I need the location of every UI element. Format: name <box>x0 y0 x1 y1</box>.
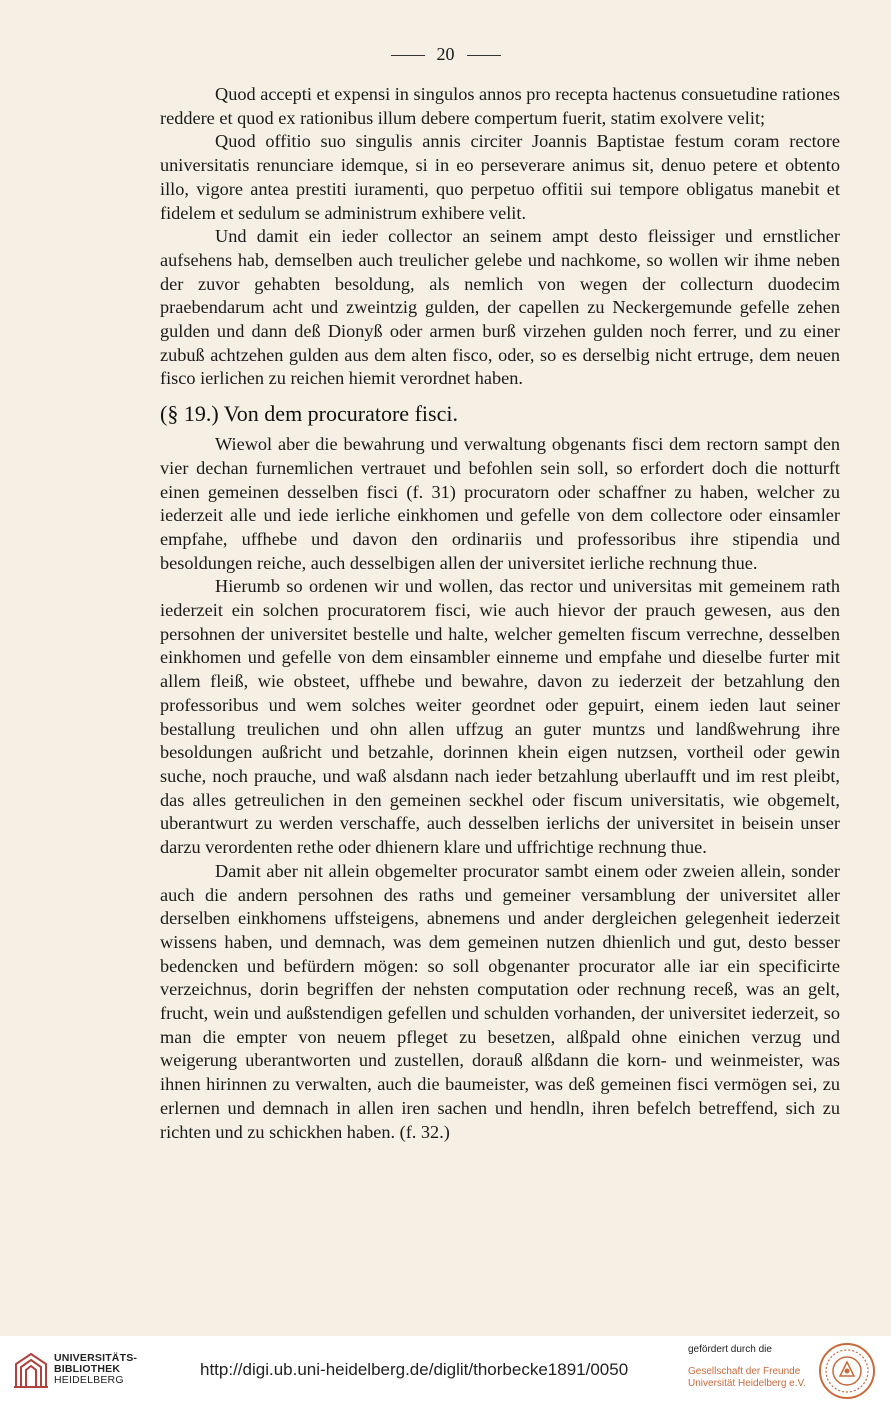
page-number: 20 <box>436 44 455 64</box>
page-number-dash-right <box>467 55 501 56</box>
section-heading: (§ 19.) Von dem procuratore fisci. <box>160 401 458 427</box>
university-seal-icon <box>818 1342 876 1400</box>
library-name-line3: HEIDELBERG <box>54 1374 124 1386</box>
sponsor-label: gefördert durch die <box>688 1344 772 1355</box>
sponsor-name-line2: Universität Heidelberg e.V. <box>688 1378 807 1389</box>
sponsor-name-line1: Gesellschaft der Freunde <box>688 1366 801 1377</box>
paragraph: Und damit ein ieder collector an seinem ampt desto fleissiger und ernstlicher aufsehens hab, demselben auch treulicher gelebe und nachkome, so wollen wir ihme neben der zuvor gehabten besoldung, als nemlich von wegen der collecturn duodecim praebendarum acht und zweintzig gulden, der capellen zu Neckergemunde gefelle zehen gulden und dann deß Dionyß oder armen burß virzehen gulden noch ferrer, und zu einer zubuß achtzehen gulden aus dem alten fisco, oder, so es derselbig nicht ertruge, dem neuen fisco ierlichen zu reichen hiemit verordnet haben. <box>160 226 840 389</box>
footer-bar <box>0 1336 891 1404</box>
library-name <box>54 1353 137 1386</box>
body-text <box>160 83 840 1144</box>
sponsor-block <box>688 1344 813 1390</box>
library-name-line2: BIBLIOTHEK <box>54 1363 121 1375</box>
paragraph: Damit aber nit allein obgemelter procurator sambt einem oder zweien allein, sonder auch die andern persohnen des raths und gemeiner versamblung der universitet aller derselben einkhomens uffsteigens, abnemens und ander dergleichen gelegenheit iederzeit wissens haben, und demnach, was dem gemeinen nutzen dhienlich und gut, desto besser bedencken und befürdern mögen: so soll obgenanter procurator alle iar ein specificirte verzeichnus, dorin begriffen der nehsten computation oder rechnung receß, was an gelt, frucht, wein und außstendigen gefellen und schulden vorhanden, der universitet iederzeit, so man die empter von neuem pfleget zu besetzen, alßpald ohne einichen verzug und weigerung uberantworten und zustellen, dorauß alßdann die korn- und weinmeister, was ihnen hirinnen zu verwalten, auch die baumeister, was deß gemeinen fisci vermögen sei, zu erlernen und demnach in allen iren sachen und hendln, ihren befelch betreffend, sich zu richten und zu schickhen haben. (f. 32.) <box>160 860 840 1142</box>
library-name-line1: UNIVERSITÄTS- <box>54 1352 138 1364</box>
digital-library-url[interactable]: http://digi.ub.uni-heidelberg.de/diglit/thorbecke1891/0050 <box>200 1360 629 1379</box>
paragraph: Hierumb so ordenen wir und wollen, das rector und universitas mit gemeinem rath iederzeit ein solchen procuratorem fisci, wie auch hievor der prauch gewesen, aus den persohnen der universitet bestelle und halte, welcher gemelten fiscum verrechne, desselben einkhomen und gefelle von dem einsambler einneme und empfahe und dieselbe furter mit allem fleiß, wie obsteet, uffhebe und bewahre, davon zu iederzeit der betzahlung den professoribus und wem solches weiter geordnet oder gepuirt, einem ieden laut seiner bestallung treulichen und ohn allen uffzug an guter muntzs und landßwehrung ihre besoldungen außricht und betzahle, dorinnen khein eigen nutzsen, vortheil oder gewin suche, noch prauche, und waß alsdann nach ieder betzahlung uberlaufft und im rest pleibt, das alles getreulichen in den gemeinen seckhel oder fiscum universitatis, wie obgemelt, uberantwurt zu werden verschaffe, auch desselben ierlichs der universitet in beisein unser darzu verordenten rethe oder dhienern klare und uffrichtige rechnung thue. <box>160 576 840 858</box>
page-number-line <box>0 44 891 65</box>
paragraph: Quod offitio suo singulis annis circiter Joannis Baptistae festum coram rectore universitatis renunciare idemque, si in eo perseverare animus sit, denuo petere et obtento illo, vigore antea prestiti iuramenti, quo perpetuo offitii sui tempore obligatus manebit et fidelem et sedulum se administrum exhibere velit. <box>160 131 840 223</box>
library-logo-icon <box>12 1350 50 1390</box>
paragraph: Wiewol aber die bewahrung und verwaltung obgenants fisci dem rectorn sampt den vier dechan furnemlichen vertrauet und befohlen sein soll, so erfordert doch die notturft einen gemeinen desselben fisci (f. 31) procuratorn oder schaffner zu haben, welcher zu iederzeit alle und iede ierliche einkhomen und gefelle von dem collectore oder einsamler empfahe, uffhebe und davon den ordinariis und professoribus ihre stipendia und besoldungen reiche, auch desselbigen allen der universitet ierliche rechnung thue. <box>160 434 840 573</box>
paragraph: Quod accepti et expensi in singulos annos pro recepta hactenus consuetudine rationes reddere et quod ex rationibus illum debere compertum fuerit, statim exolvere velit; <box>160 84 840 128</box>
page-number-dash-left <box>391 55 425 56</box>
